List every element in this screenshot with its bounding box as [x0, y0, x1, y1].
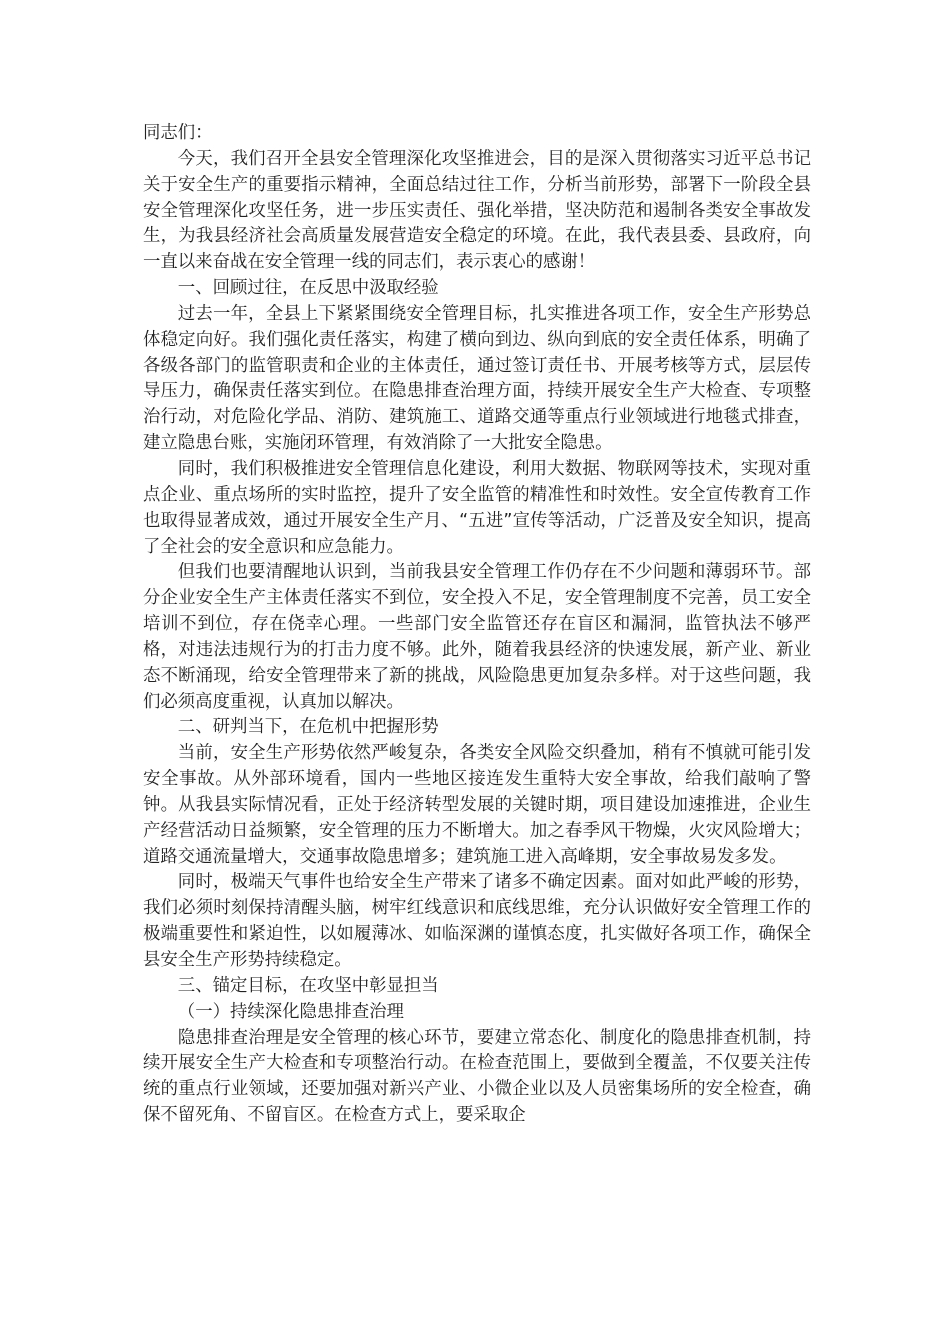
paragraph-situation-1: 当前，安全生产形势依然严峻复杂，各类安全风险交织叠加，稍有不慎就可能引发安全事故。从外部环境看，国内一些地区接连发生重特大安全事故，给我们敲响了警钟。从我县实际情况看，正处于经济转型发展的关键时期，项目建设加速推进，企业生产经营活动日益频繁，安全管理的压力不断增大。加之春季风干物燥，火灾风险增大；道路交通流量增大，交通事故隐患增多；建筑施工进入高峰期，安全事故易发多发。	[143, 743, 811, 867]
document-page	[143, 121, 811, 1129]
section-heading-2: 二、研判当下，在危机中把握形势	[177, 717, 439, 738]
paragraph-review-2: 同时，我们积极推进安全管理信息化建设，利用大数据、物联网等技术，实现对重点企业、重点场所的实时监控，提升了安全监管的精准性和时效性。安全宣传教育工作也取得显著成效，通过开展安全生产月、“五进”宣传等活动，广泛普及安全知识，提高了全社会的安全意识和应急能力。	[143, 458, 811, 557]
paragraph-hazard-1: 隐患排查治理是安全管理的核心环节，要建立常态化、制度化的隐患排查机制，持续开展安全生产大检查和专项整治行动。在检查范围上，要做到全覆盖，不仅要关注传统的重点行业领域，还要加强对新兴产业、小微企业以及人员密集场所的安全检查，确保不留死角、不留盲区。在检查方式上，要采取企	[143, 1027, 811, 1126]
paragraph-review-3: 但我们也要清醒地认识到，当前我县安全管理工作仍存在不少问题和薄弱环节。部分企业安全生产主体责任落实不到位，安全投入不足，安全管理制度不完善，员工安全培训不到位，存在侥幸心理。一些部门安全监管还存在盲区和漏洞，监管执法不够严格，对违法违规行为的打击力度不够。此外，随着我县经济的快速发展，新产业、新业态不断涌现，给安全管理带来了新的挑战，风险隐患更加复杂多样。对于这些问题，我们必须高度重视，认真加以解决。	[143, 562, 811, 712]
subsection-heading-1: （一）持续深化隐患排查治理	[177, 1001, 404, 1022]
salutation: 同志们：	[143, 123, 213, 143]
paragraph-opening: 今天，我们召开全县安全管理深化攻坚推进会，目的是深入贯彻落实习近平总书记关于安全生产的重要指示精神，全面总结过往工作，分析当前形势，部署下一阶段全县安全管理深化攻坚任务，进一步压实责任、强化举措，坚决防范和遏制各类安全事故发生，为我县经济社会高质量发展营造安全稳定的环境。在此，我代表县委、县政府，向一直以来奋战在安全管理一线的同志们，表示衷心的感谢！	[143, 148, 811, 273]
paragraph-review-1: 过去一年，全县上下紧紧围绕安全管理目标，扎实推进各项工作，安全生产形势总体稳定向好。我们强化责任落实，构建了横向到边、纵向到底的安全责任体系，明确了各级各部门的监管职责和企业的主体责任，通过签订责任书、开展考核等方式，层层传导压力，确保责任落实到位。在隐患排查治理方面，持续开展安全生产大检查、专项整治行动，对危险化学品、消防、建筑施工、道路交通等重点行业领域进行地毯式排查，建立隐患台账，实施闭环管理，有效消除了一大批安全隐患。	[143, 303, 811, 454]
section-heading-1: 一、回顾过往，在反思中汲取经验	[177, 278, 439, 299]
paragraph-situation-2: 同时，极端天气事件也给安全生产带来了诸多不确定因素。面对如此严峻的形势，我们必须时刻保持清醒头脑，树牢红线意识和底线思维，充分认识做好安全管理工作的极端重要性和紧迫性，以如履薄冰、如临深渊的谨慎态度，扎实做好各项工作，确保全县安全生产形势持续稳定。	[143, 872, 811, 970]
section-heading-3: 三、锚定目标，在攻坚中彰显担当	[177, 975, 439, 996]
